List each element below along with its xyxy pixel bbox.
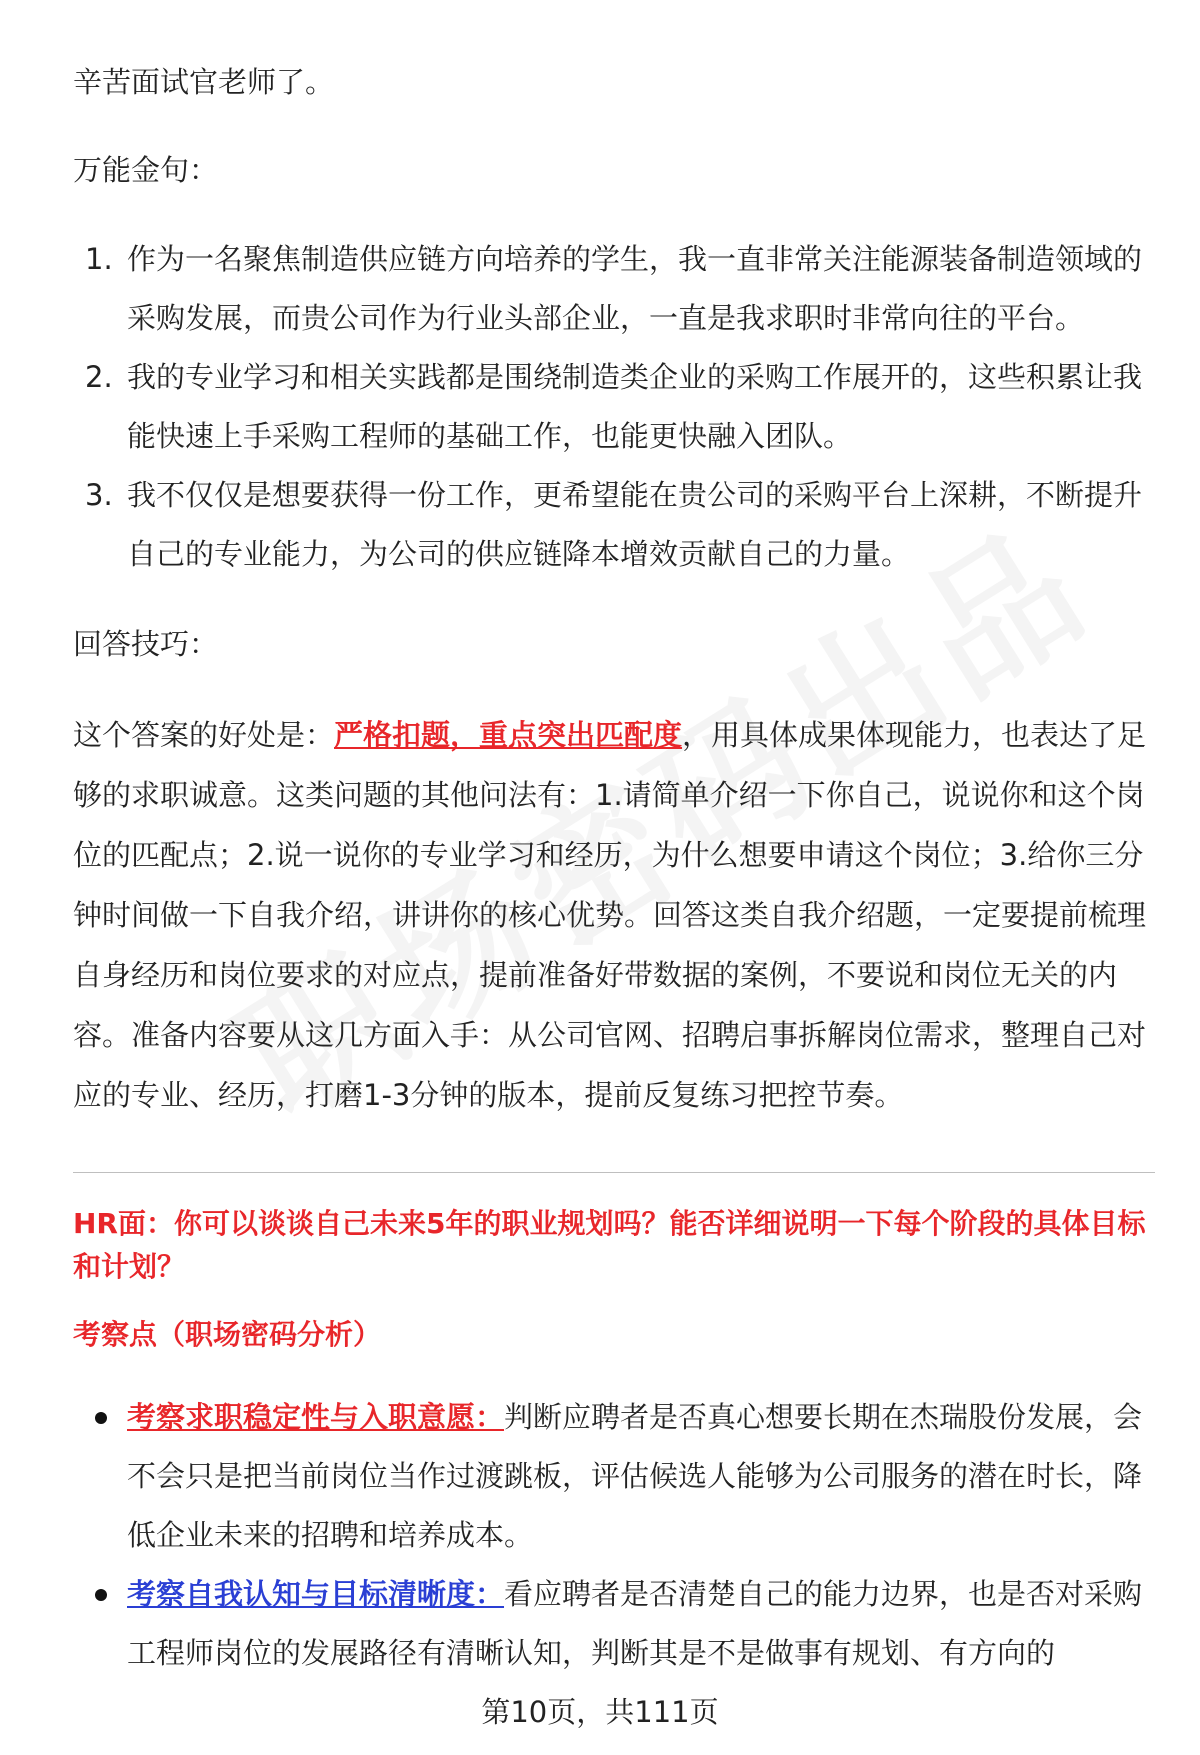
page-number: 第10页，共111页 [481,1695,719,1729]
hr-question-heading: HR面：你可以谈谈自己未来5年的职业规划吗？能否详细说明一下每个阶段的具体目标和计划？ [73,1207,1146,1283]
tips-label: 回答技巧： [73,627,219,661]
golden-item [73,348,1153,466]
analysis-heading: 考察点（职场密码分析） [73,1318,382,1351]
item-number: 1. [85,242,113,276]
analysis-point [73,1565,1153,1683]
analysis-points [73,1388,1153,1683]
point-label: 考察求职稳定性与入职意愿： [127,1400,505,1434]
item-number: 3. [85,478,113,512]
bullet-icon [95,1412,107,1424]
item-text: 我的专业学习和相关实践都是围绕制造类企业的采购工作展开的，这些积累让我能快速上手采购工程师的基础工作，也能更快融入团队。 [127,360,1143,453]
golden-item [73,230,1153,348]
intro-line: 辛苦面试官老师了。 [73,65,335,99]
tips-highlight: 严格扣题，重点突出匹配度 [334,718,683,752]
tips-rest: ，用具体成果体现能力，也表达了足够的求职诚意。这类问题的其他问法有：1.请简单介绍一下你自己，说说你和这个岗位的匹配点；2.说一说你的专业学习和经历，为什么想要申请这个岗位；3.给你三分钟时间做一下自我介绍，讲讲你的核心优势。回答这类自我介绍题，一定要提前梳理自身经历和岗位要求的对应点，提前准备好带数据的案例，不要说和岗位无关的内容。准备内容要从这几方面入手：从公司官网、招聘启事拆解岗位需求，整理自己对应的专业、经历，打磨1-3分钟的版本，提前反复练习把控节奏。 [73,718,1147,1112]
point-text: 判断应聘者是否真心想要长期在杰瑞股份发展，会不会只是把当前岗位当作过渡跳板，评估候选人能够为公司服务的潜在时长，降低企业未来的招聘和培养成本。 [127,1400,1143,1552]
golden-label: 万能金句： [73,153,219,187]
item-text: 我不仅仅是想要获得一份工作，更希望能在贵公司的采购平台上深耕，不断提升自己的专业能力，为公司的供应链降本增效贡献自己的力量。 [127,478,1143,571]
item-number: 2. [85,360,113,394]
golden-list [73,230,1153,584]
point-label: 考察自我认知与目标清晰度： [127,1577,505,1611]
tips-paragraph [73,705,1153,1125]
item-text: 作为一名聚焦制造供应链方向培养的学生，我一直非常关注能源装备制造领域的采购发展，而贵公司作为行业头部企业，一直是我求职时非常向往的平台。 [127,242,1143,335]
analysis-point [73,1388,1153,1565]
tips-prefix: 这个答案的好处是： [73,718,335,752]
section-divider [73,1172,1155,1173]
bullet-icon [95,1589,107,1601]
golden-item [73,466,1153,584]
point-text: 看应聘者是否清楚自己的能力边界，也是否对采购工程师岗位的发展路径有清晰认知，判断其是不是做事有规划、有方向的 [127,1577,1143,1670]
